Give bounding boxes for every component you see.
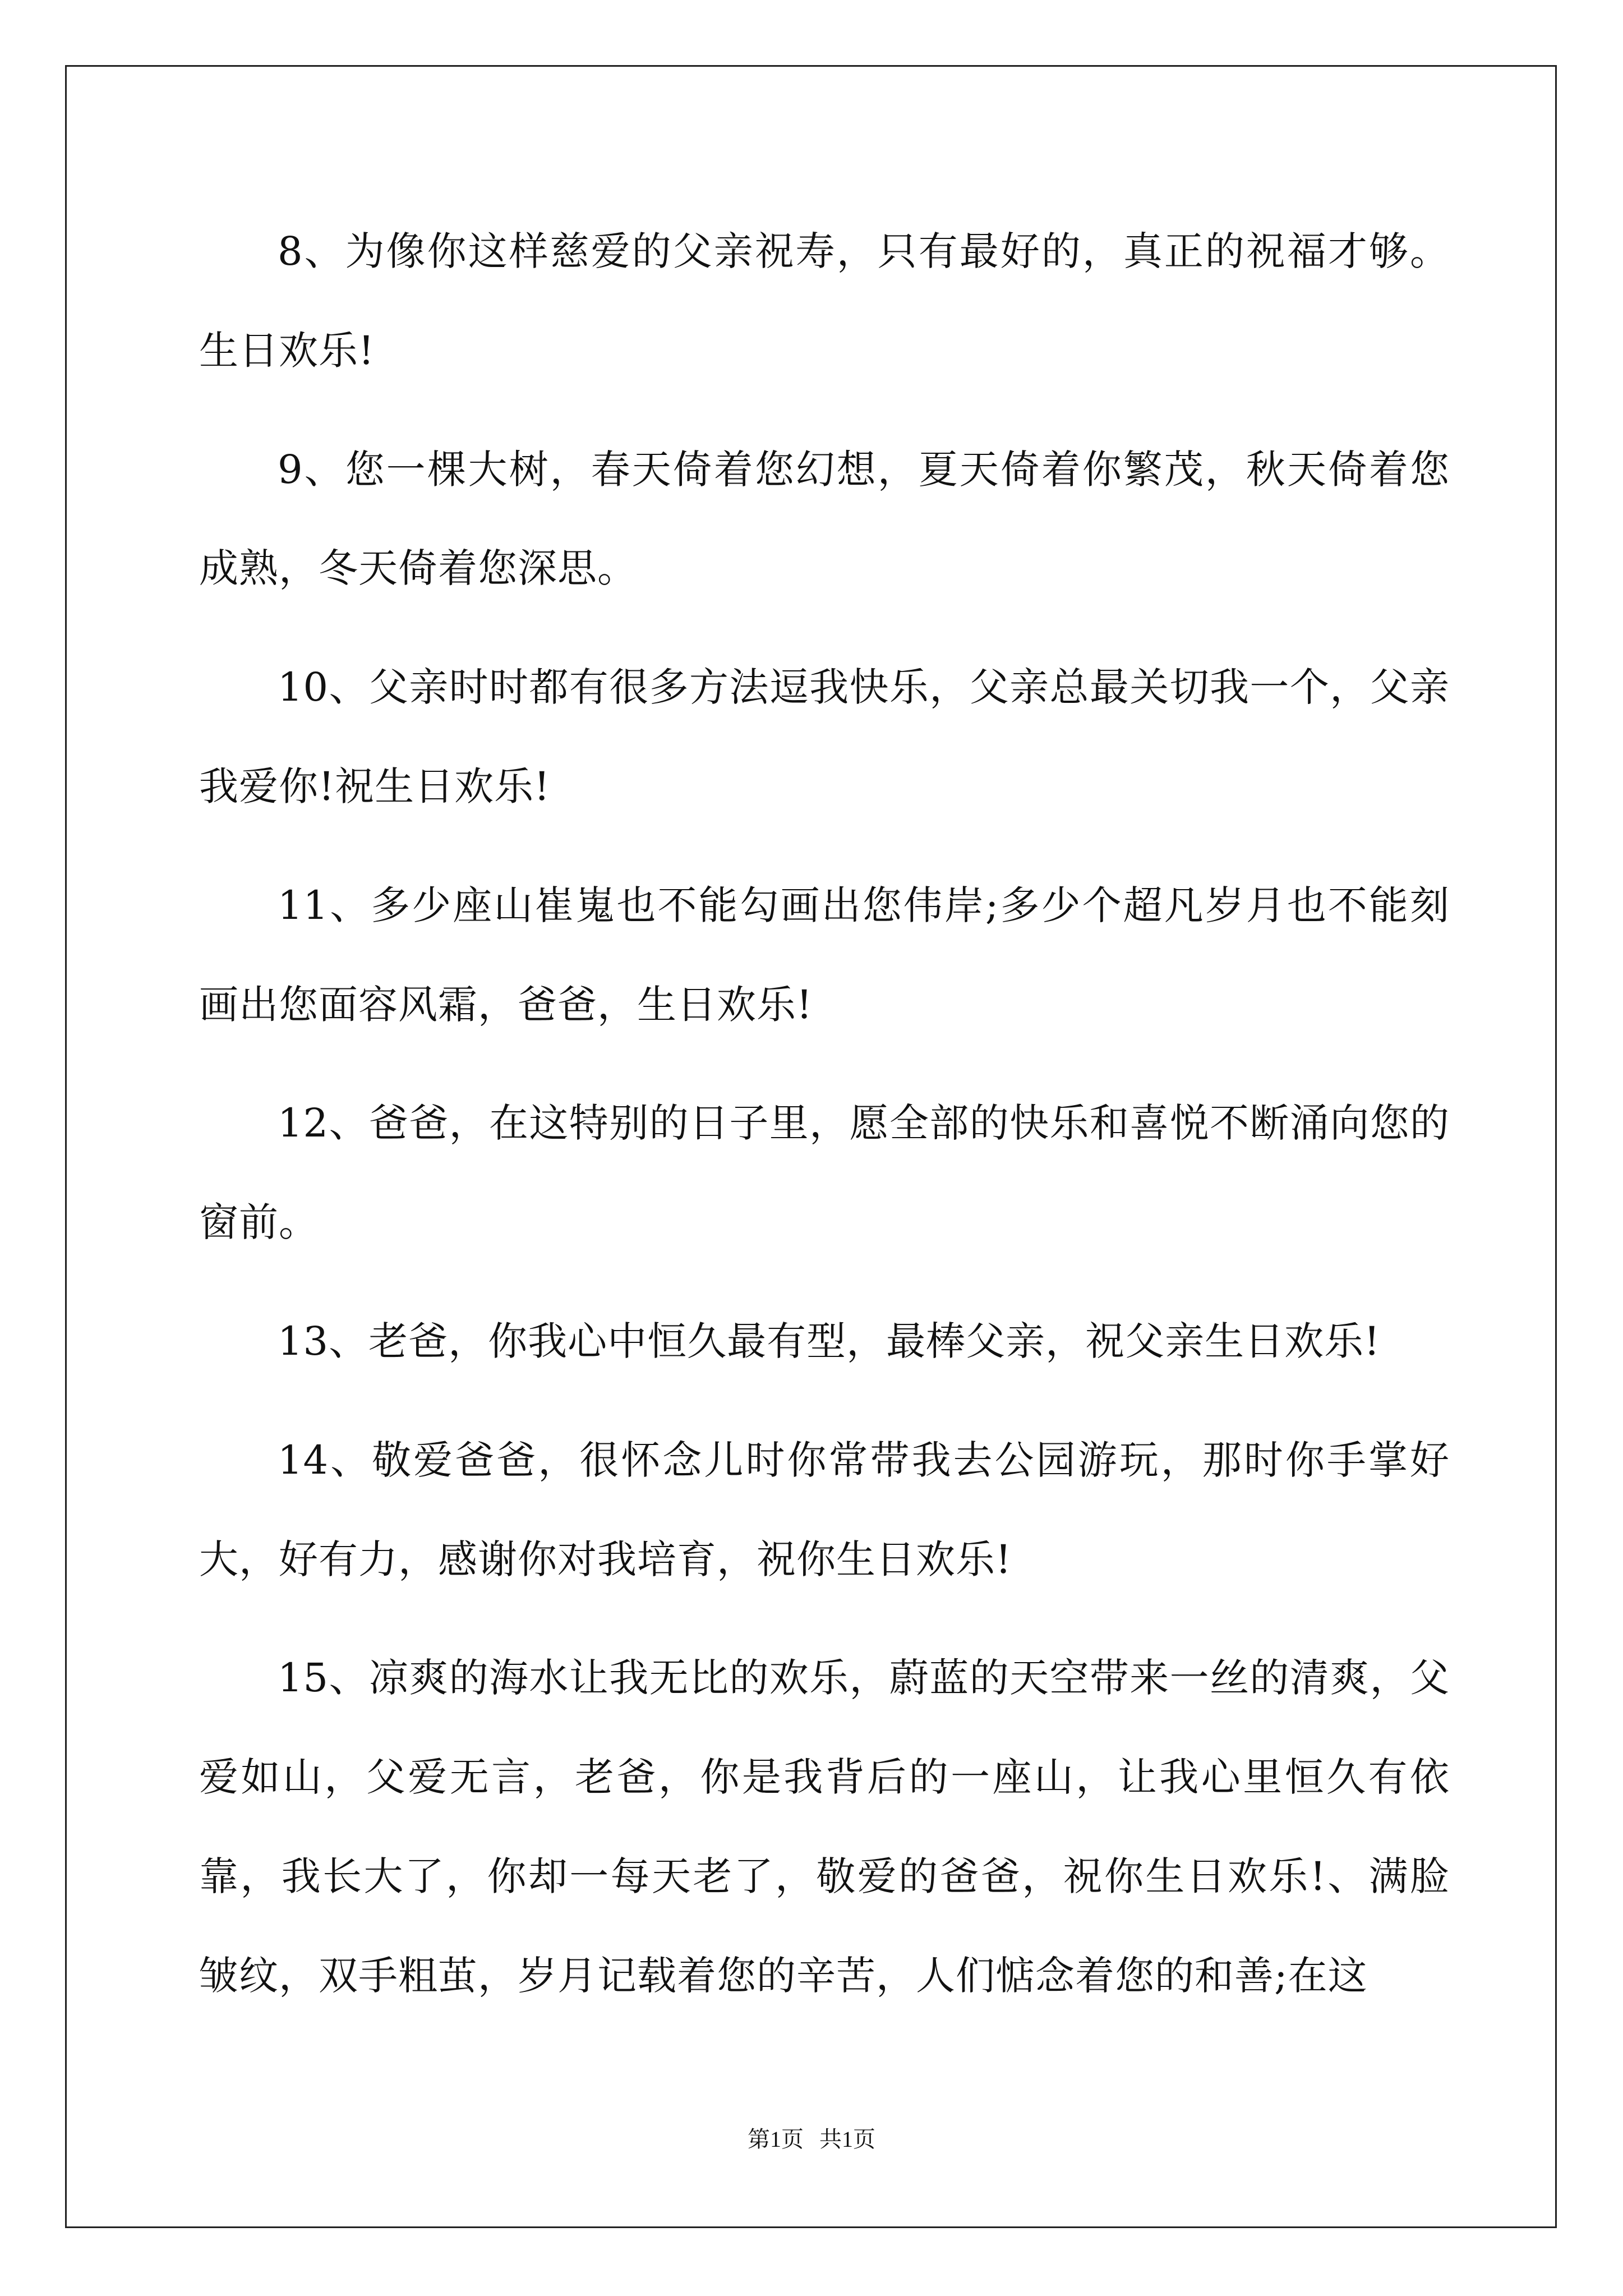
paragraph-9: 9、您一棵大树，春天倚着您幻想，夏天倚着你繁茂，秋天倚着您成熟，冬天倚着您深思。 xyxy=(199,446,1450,592)
document-body xyxy=(199,202,1450,2045)
paragraph-10: 10、父亲时时都有很多方法逗我快乐，父亲总最关切我一个，父亲我爱你!祝生日欢乐! xyxy=(199,664,1450,809)
paragraph-11: 11、多少座山崔嵬也不能勾画出您伟岸;多少个超凡岁月也不能刻画出您面容风霜，爸爸，生日欢乐! xyxy=(199,882,1450,1028)
page-number: 第1页 xyxy=(748,2127,804,2152)
page-footer xyxy=(0,2123,1623,2156)
paragraph-13: 13、老爸，你我心中恒久最有型，最棒父亲，祝父亲生日欢乐! xyxy=(278,1318,1381,1364)
paragraph-8: 8、为像你这样慈爱的父亲祝寿，只有最好的，真正的祝福才够。生日欢乐! xyxy=(199,228,1450,374)
paragraph-14: 14、敬爱爸爸，很怀念儿时你常带我去公园游玩，那时你手掌好大，好有力，感谢你对我培育，祝你生日欢乐! xyxy=(199,1437,1450,1582)
paragraph-12: 12、爸爸，在这特别的日子里，愿全部的快乐和喜悦不断涌向您的窗前。 xyxy=(199,1100,1450,1246)
page-total: 共1页 xyxy=(819,2127,875,2152)
paragraph-15: 15、凉爽的海水让我无比的欢乐，蔚蓝的天空带来一丝的清爽，父爱如山，父爱无言，老爸，你是我背后的一座山，让我心里恒久有依靠，我长大了，你却一每天老了，敬爱的爸爸，祝你生日欢乐!、满脸皱纹，双手粗茧，岁月记载着您的辛苦，人们惦念着您的和善;在这 xyxy=(199,1655,1450,1999)
